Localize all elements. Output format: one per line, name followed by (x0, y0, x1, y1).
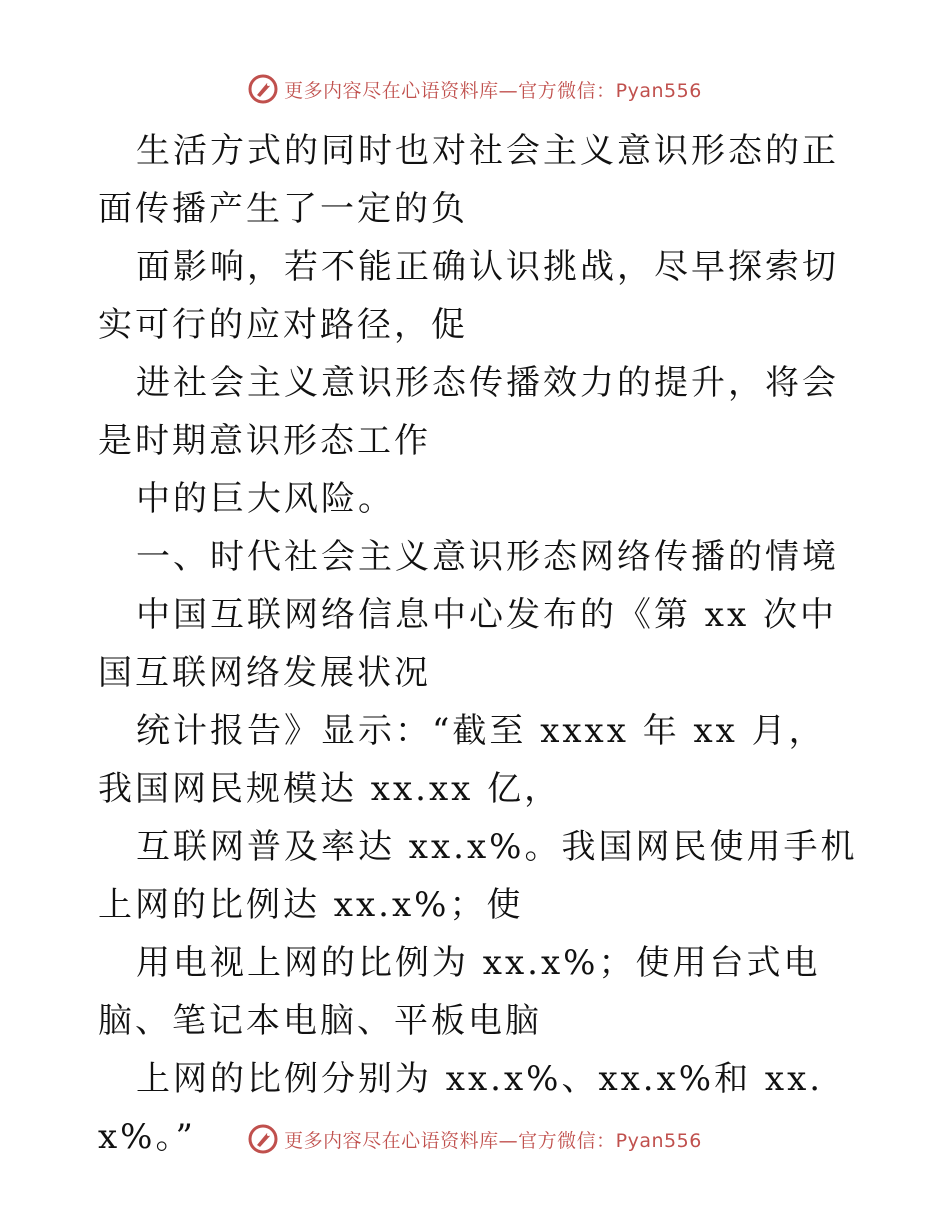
paragraph: 上网的比例分别为 xx.x%、xx.x%和 xx.x%。” (98, 1059, 824, 1157)
paragraph: 面影响，若不能正确认识挑战，尽早探索切实可行的应对路径，促 (98, 247, 839, 345)
paragraph: 互联网普及率达 xx.x%。我国网民使用手机上网的比例达 xx.x%；使 (98, 827, 858, 925)
paragraph: 生活方式的同时也对社会主义意识形态的正面传播产生了一定的负 (98, 131, 839, 229)
pen-nib-circle-icon (248, 74, 278, 104)
paragraph: 中国互联网络信息中心发布的《第 xx 次中国互联网络发展状况 (98, 595, 837, 693)
pen-nib-circle-icon (248, 1124, 278, 1154)
watermark-text: 更多内容尽在心语资料库—官方微信：Pyan556 (284, 79, 702, 102)
section-heading: 一、时代社会主义意识形态网络传播的情境 (136, 537, 839, 577)
footer-watermark (0, 1124, 950, 1154)
header-watermark (0, 74, 950, 104)
paragraph: 中的巨大风险。 (136, 479, 395, 519)
watermark-text: 更多内容尽在心语资料库—官方微信：Pyan556 (284, 1129, 702, 1152)
paragraph: 用电视上网的比例为 xx.x%；使用台式电脑、笔记本电脑、平板电脑 (98, 943, 821, 1041)
paragraph: 统计报告》显示：“截至 xxxx 年 xx 月，我国网民规模达 xx.xx 亿， (98, 711, 826, 809)
document-body (98, 122, 858, 1166)
paragraph: 进社会主义意识形态传播效力的提升，将会是时期意识形态工作 (98, 363, 839, 461)
